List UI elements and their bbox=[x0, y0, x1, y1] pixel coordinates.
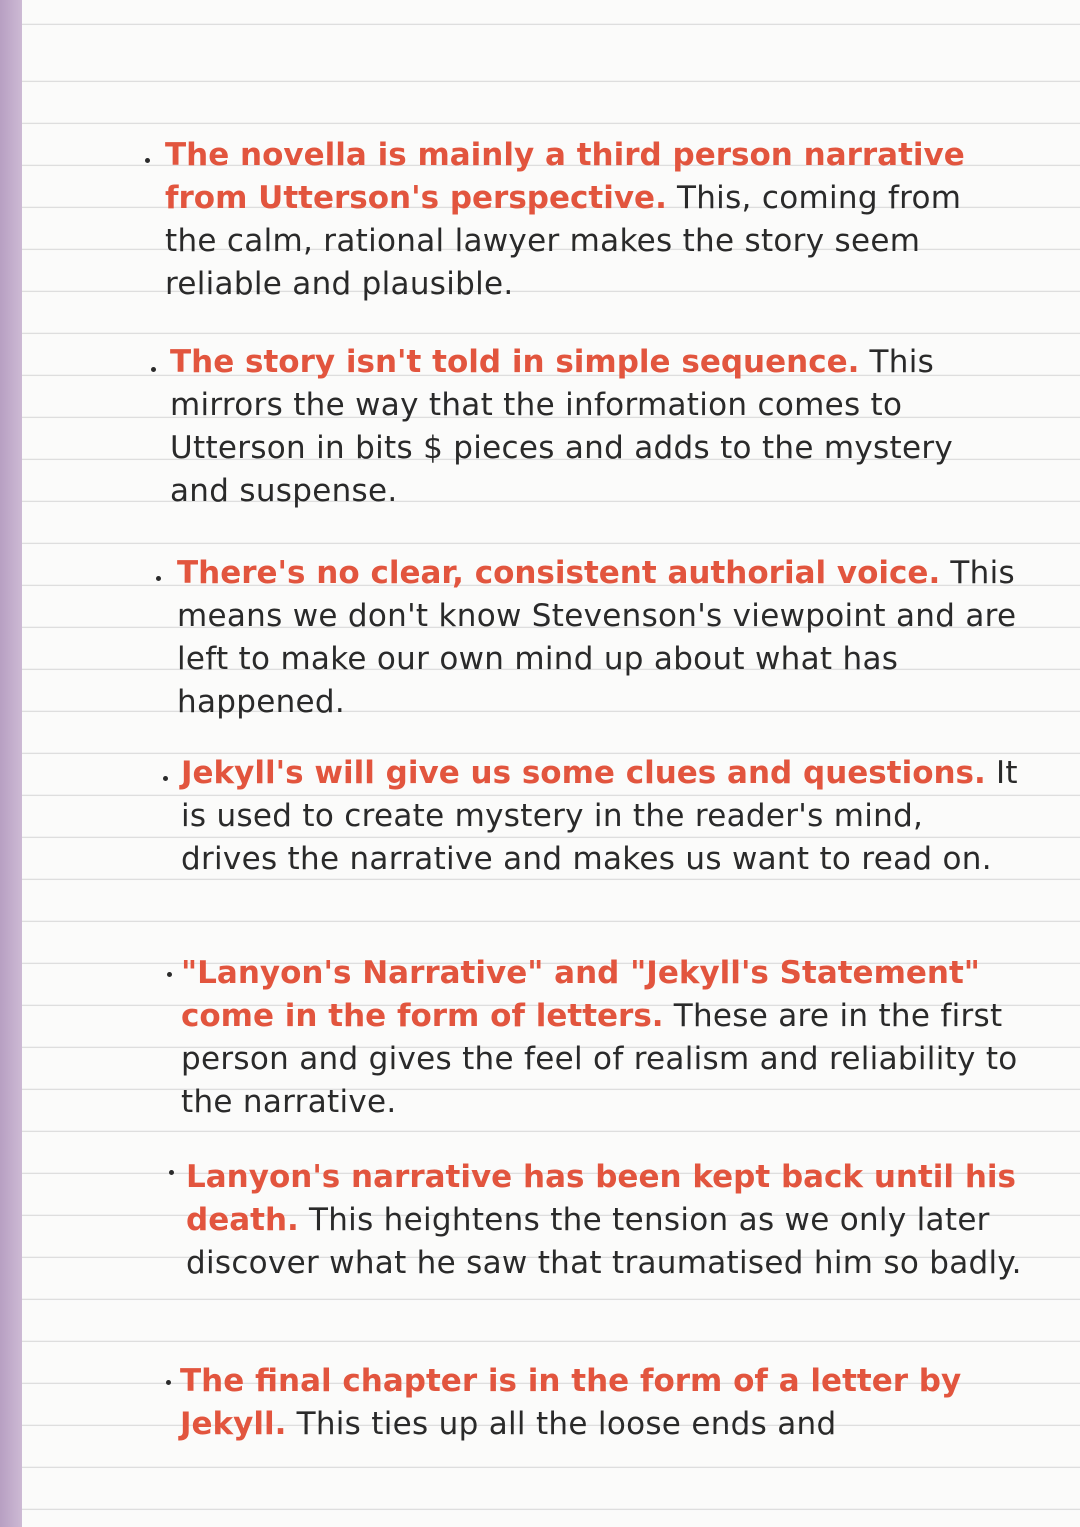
note-heading: Lanyon's narrative has been kept back until his death. bbox=[186, 1159, 1016, 1238]
note-body: This means we don't know Stevenson's viewpoint and are left to make our own mind up about what has happened. bbox=[177, 555, 1017, 720]
bullet-dot bbox=[166, 1380, 171, 1385]
note-heading: Jekyll's will give us some clues and questions. bbox=[181, 755, 986, 791]
note-body: This mirrors the way that the information comes to Utterson in bits $ pieces and adds to the mystery and suspense. bbox=[170, 344, 954, 509]
note-body: This, coming from the calm, rational lawyer makes the story seem reliable and plausible. bbox=[165, 180, 962, 302]
bullet-dot bbox=[169, 1170, 174, 1175]
binding-margin bbox=[0, 0, 22, 1527]
note-body: These are in the first person and gives the feel of realism and reliability to the narrative. bbox=[181, 998, 1018, 1120]
bullet-dot bbox=[156, 576, 161, 581]
bullet-dot bbox=[145, 158, 150, 163]
note-heading: The story isn't told in simple sequence. bbox=[170, 344, 860, 380]
note-body: This heightens the tension as we only later discover what he saw that traumatised him so badly. bbox=[186, 1202, 1022, 1281]
note-body: This ties up all the loose ends and bbox=[296, 1406, 837, 1442]
note-heading: The novella is mainly a third person narrative from Utterson's perspective. bbox=[165, 137, 965, 216]
note-heading: There's no clear, consistent authorial voice. bbox=[177, 555, 941, 591]
note-body: It is used to create mystery in the reader's mind, drives the narrative and makes us want to read on. bbox=[181, 755, 1018, 877]
note-heading: The final chapter is in the form of a letter by Jekyll. bbox=[180, 1363, 962, 1442]
bullet-dot bbox=[163, 776, 168, 781]
note-heading: "Lanyon's Narrative" and "Jekyll's Statement" come in the form of letters. bbox=[181, 955, 980, 1034]
bullet-dot bbox=[151, 367, 156, 372]
bullet-dot bbox=[167, 972, 172, 977]
